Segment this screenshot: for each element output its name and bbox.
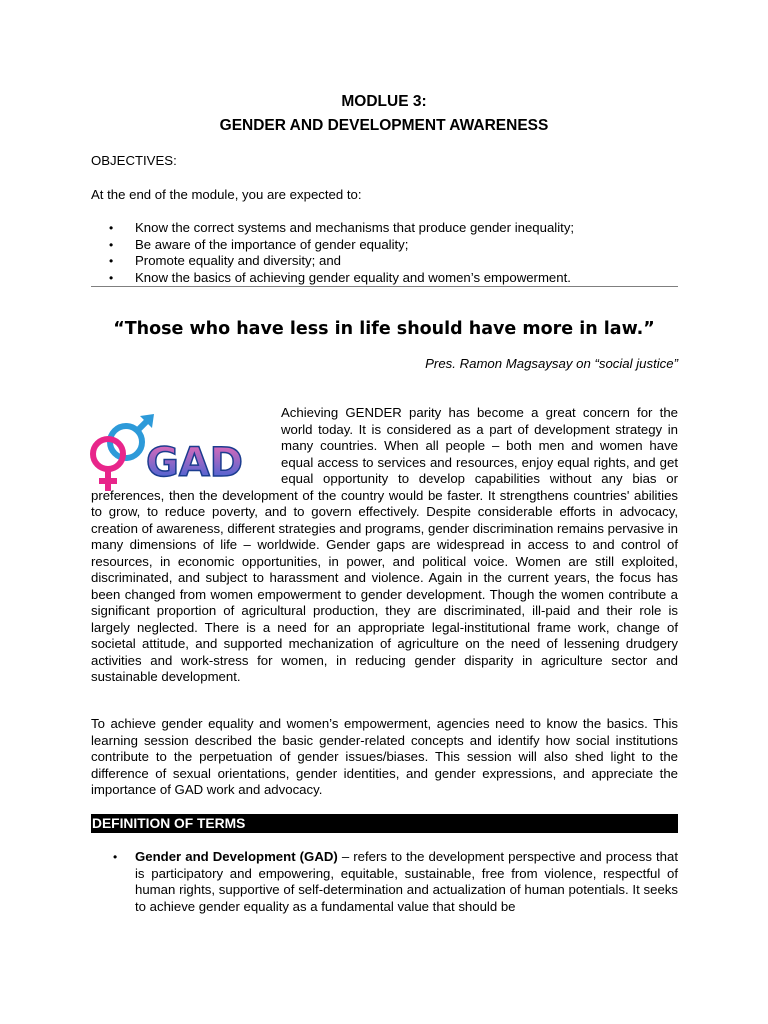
definition-text: [135, 849, 678, 915]
list-item: • Know the correct systems and mechanisms that produce gender inequality;: [109, 220, 575, 235]
gad-logo-text: GAD: [146, 440, 243, 486]
section-heading: DEFINITION OF TERMS: [91, 814, 678, 833]
bullet-icon: •: [113, 850, 118, 864]
bullet-icon: •: [109, 221, 114, 235]
objectives-list: [91, 220, 678, 286]
module-title: GENDER AND DEVELOPMENT AWARENESS: [219, 117, 549, 134]
quote-attribution: Pres. Ramon Magsaysay on “social justice”: [425, 356, 678, 371]
bullet-icon: •: [109, 270, 114, 285]
definition-body: – refers to the development perspective and process that is participatory and empowering, equitable, sustainable, free from violence, respectful of human rights, supportive of self-determination and actualization of human potentials. It seeks to achieve gender equality as a fundamental value that should be: [135, 849, 678, 914]
objectives-label: OBJECTIVES:: [91, 153, 177, 168]
body-paragraph-2: To achieve gender equality and women’s empowerment, agencies need to know the basics. This learning session described the basic gender-related concepts and identify how social institutions contribute to the perpetuation of gender issues/biases. This session will also shed light to the difference of sexual orientations, gender identities, and gender expressions, and appreciate the importance of GAD work and advocacy.: [91, 716, 678, 797]
gad-logo: [88, 414, 268, 494]
list-item: • Know the basics of achieving gender equality and women’s empowerment.: [109, 269, 571, 285]
horizontal-divider: [91, 286, 678, 287]
paragraph-text: Achieving GENDER parity has become a great concern for the world today. It is considered as a part of development strategy in many countries. When all people – both men and women have equal access to services and resources, enjoy equal rights, and get equal opportunity to develop capabilities without any bias or preferences, then the development of the country would be faster. It strengthens countries' abilities to grow, to reduce poverty, and to govern effectively. Despite considerable efforts in advocacy, creation of awareness, different strategies and programs, gender discrimination remains pervasive in many dimensions of life – worldwide. Gender gaps are widespread in access to and control of resources, in economic opportunities, in power, and political voice. Women are still exploited, discriminated, and subject to harassment and violence. Again in the current years, the focus has been changed from women empowerment to gender development. Though the women contribute a significant proportion of agricultural production, they are discriminated, ill-paid and their role is largely neglected. There is a need for an appropriate legal-institutional frame work, change of societal attitude, and supported mechanization of agriculture on the need of lessening drudgery activities and work-stress for women, in reducing gender disparity in agriculture sector and sustainable development.: [91, 405, 678, 684]
definition-term: Gender and Development (GAD): [135, 849, 338, 864]
list-item: • Be aware of the importance of gender equality;: [109, 236, 409, 252]
list-item: [91, 849, 678, 915]
list-item: • Promote equality and diversity; and: [109, 253, 341, 268]
objectives-intro: At the end of the module, you are expected to:: [91, 187, 362, 202]
bullet-icon: •: [109, 237, 114, 252]
bullet-icon: •: [109, 254, 114, 268]
quote-text: “Those who have less in life should have more in law.”: [113, 319, 655, 339]
module-number: MODLUE 3:: [341, 93, 427, 110]
